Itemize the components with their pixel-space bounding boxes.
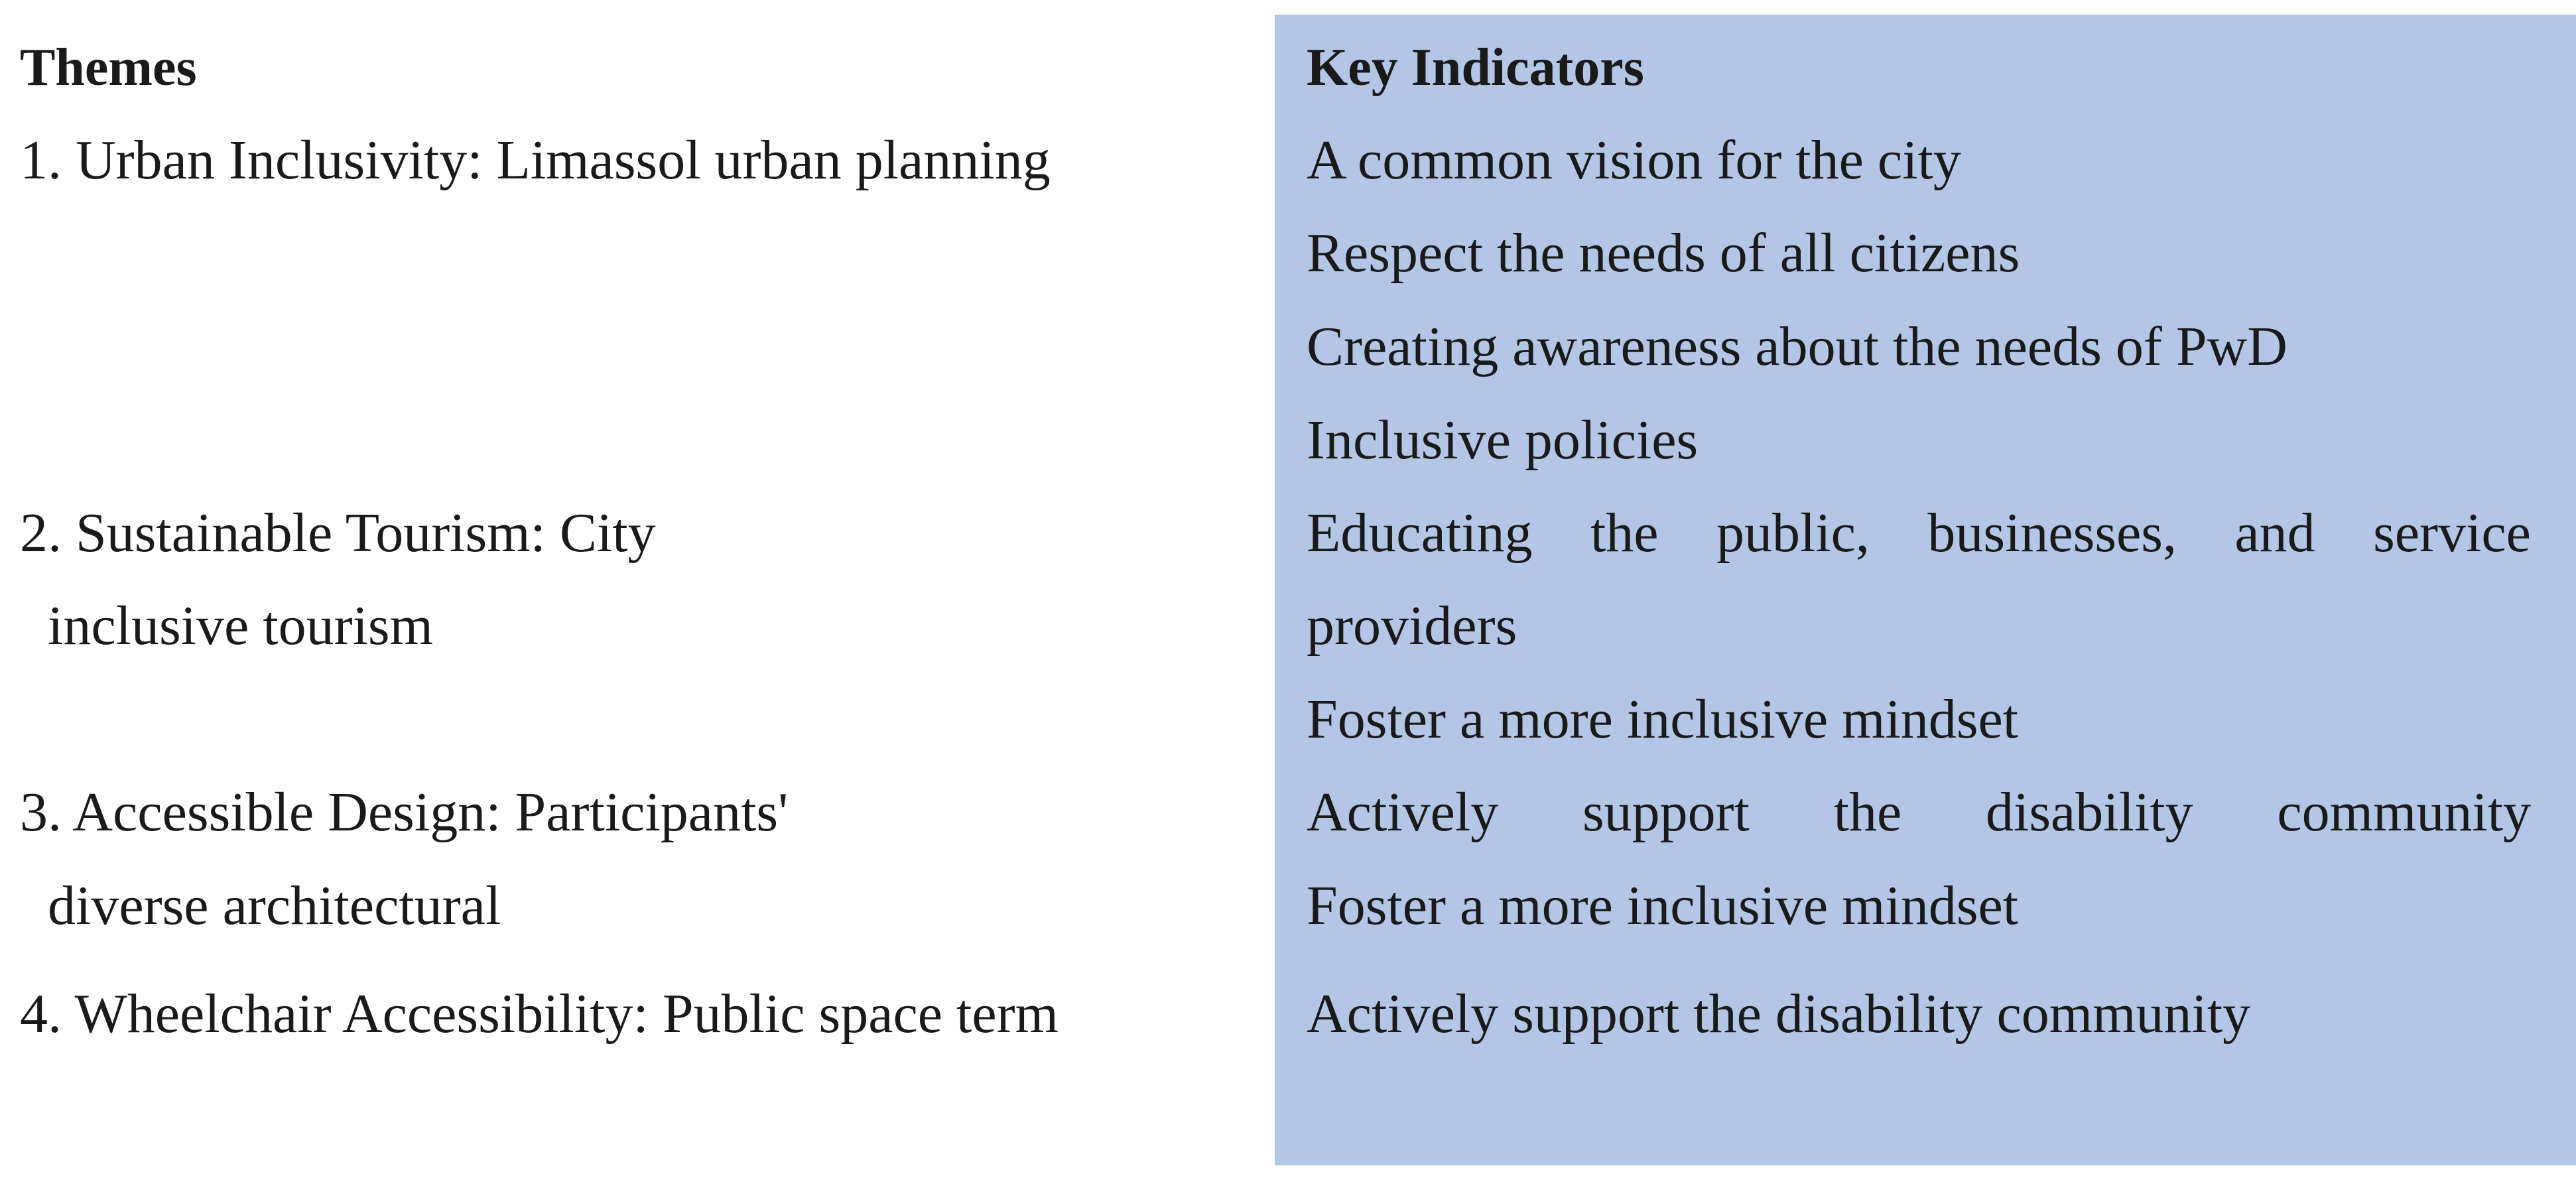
indicator-educating-public-text-word: Educating: [1307, 502, 1533, 564]
indicator-support-disability: [1307, 781, 2531, 843]
indicator-inclusive-policies: Inclusive policies: [1307, 409, 1699, 471]
indicator-educating-public-cont: providers: [1307, 595, 1517, 657]
indicator-respect-needs: Respect the needs of all citizens: [1307, 222, 2020, 284]
themes-header: Themes: [20, 38, 197, 97]
theme-4: 4. Wheelchair Accessibility: Public space term: [20, 983, 1059, 1045]
indicator-educating-public-text-word: service: [2373, 502, 2531, 564]
indicator-foster-mindset-2: Foster a more inclusive mindset: [1307, 875, 2019, 937]
indicator-educating-public-text-word: businesses,: [1927, 502, 2177, 564]
indicator-support-disability-2: Actively support the disability community: [1307, 983, 2251, 1045]
indicator-creating-awareness: Creating awareness about the needs of PwD: [1307, 316, 2287, 377]
theme-2-line-2: inclusive tourism: [48, 595, 433, 657]
indicator-educating-public-text-word: the: [1590, 502, 1659, 564]
theme-3-line-2: diverse architectural: [48, 875, 501, 937]
indicator-educating-public-text-word: and: [2234, 502, 2315, 564]
key-indicators-header: Key Indicators: [1307, 38, 1644, 97]
indicator-support-disability-text-word: community: [2277, 781, 2531, 843]
theme-2-line-1: 2. Sustainable Tourism: City: [20, 502, 656, 564]
indicator-support-disability-text-word: Actively: [1307, 781, 1499, 843]
indicator-support-disability-text-word: disability: [1985, 781, 2193, 843]
theme-1: 1. Urban Inclusivity: Limassol urban planning: [20, 129, 1051, 191]
indicator-support-disability-text-word: support: [1582, 781, 1750, 843]
theme-3-line-1: 3. Accessible Design: Participants': [20, 781, 789, 843]
indicator-support-disability-text-word: the: [1833, 781, 1902, 843]
indicator-educating-public-text-word: public,: [1716, 502, 1870, 564]
indicator-foster-mindset: Foster a more inclusive mindset: [1307, 688, 2019, 750]
indicator-educating-public: [1307, 502, 2531, 564]
indicator-common-vision: A common vision for the city: [1307, 129, 1961, 191]
